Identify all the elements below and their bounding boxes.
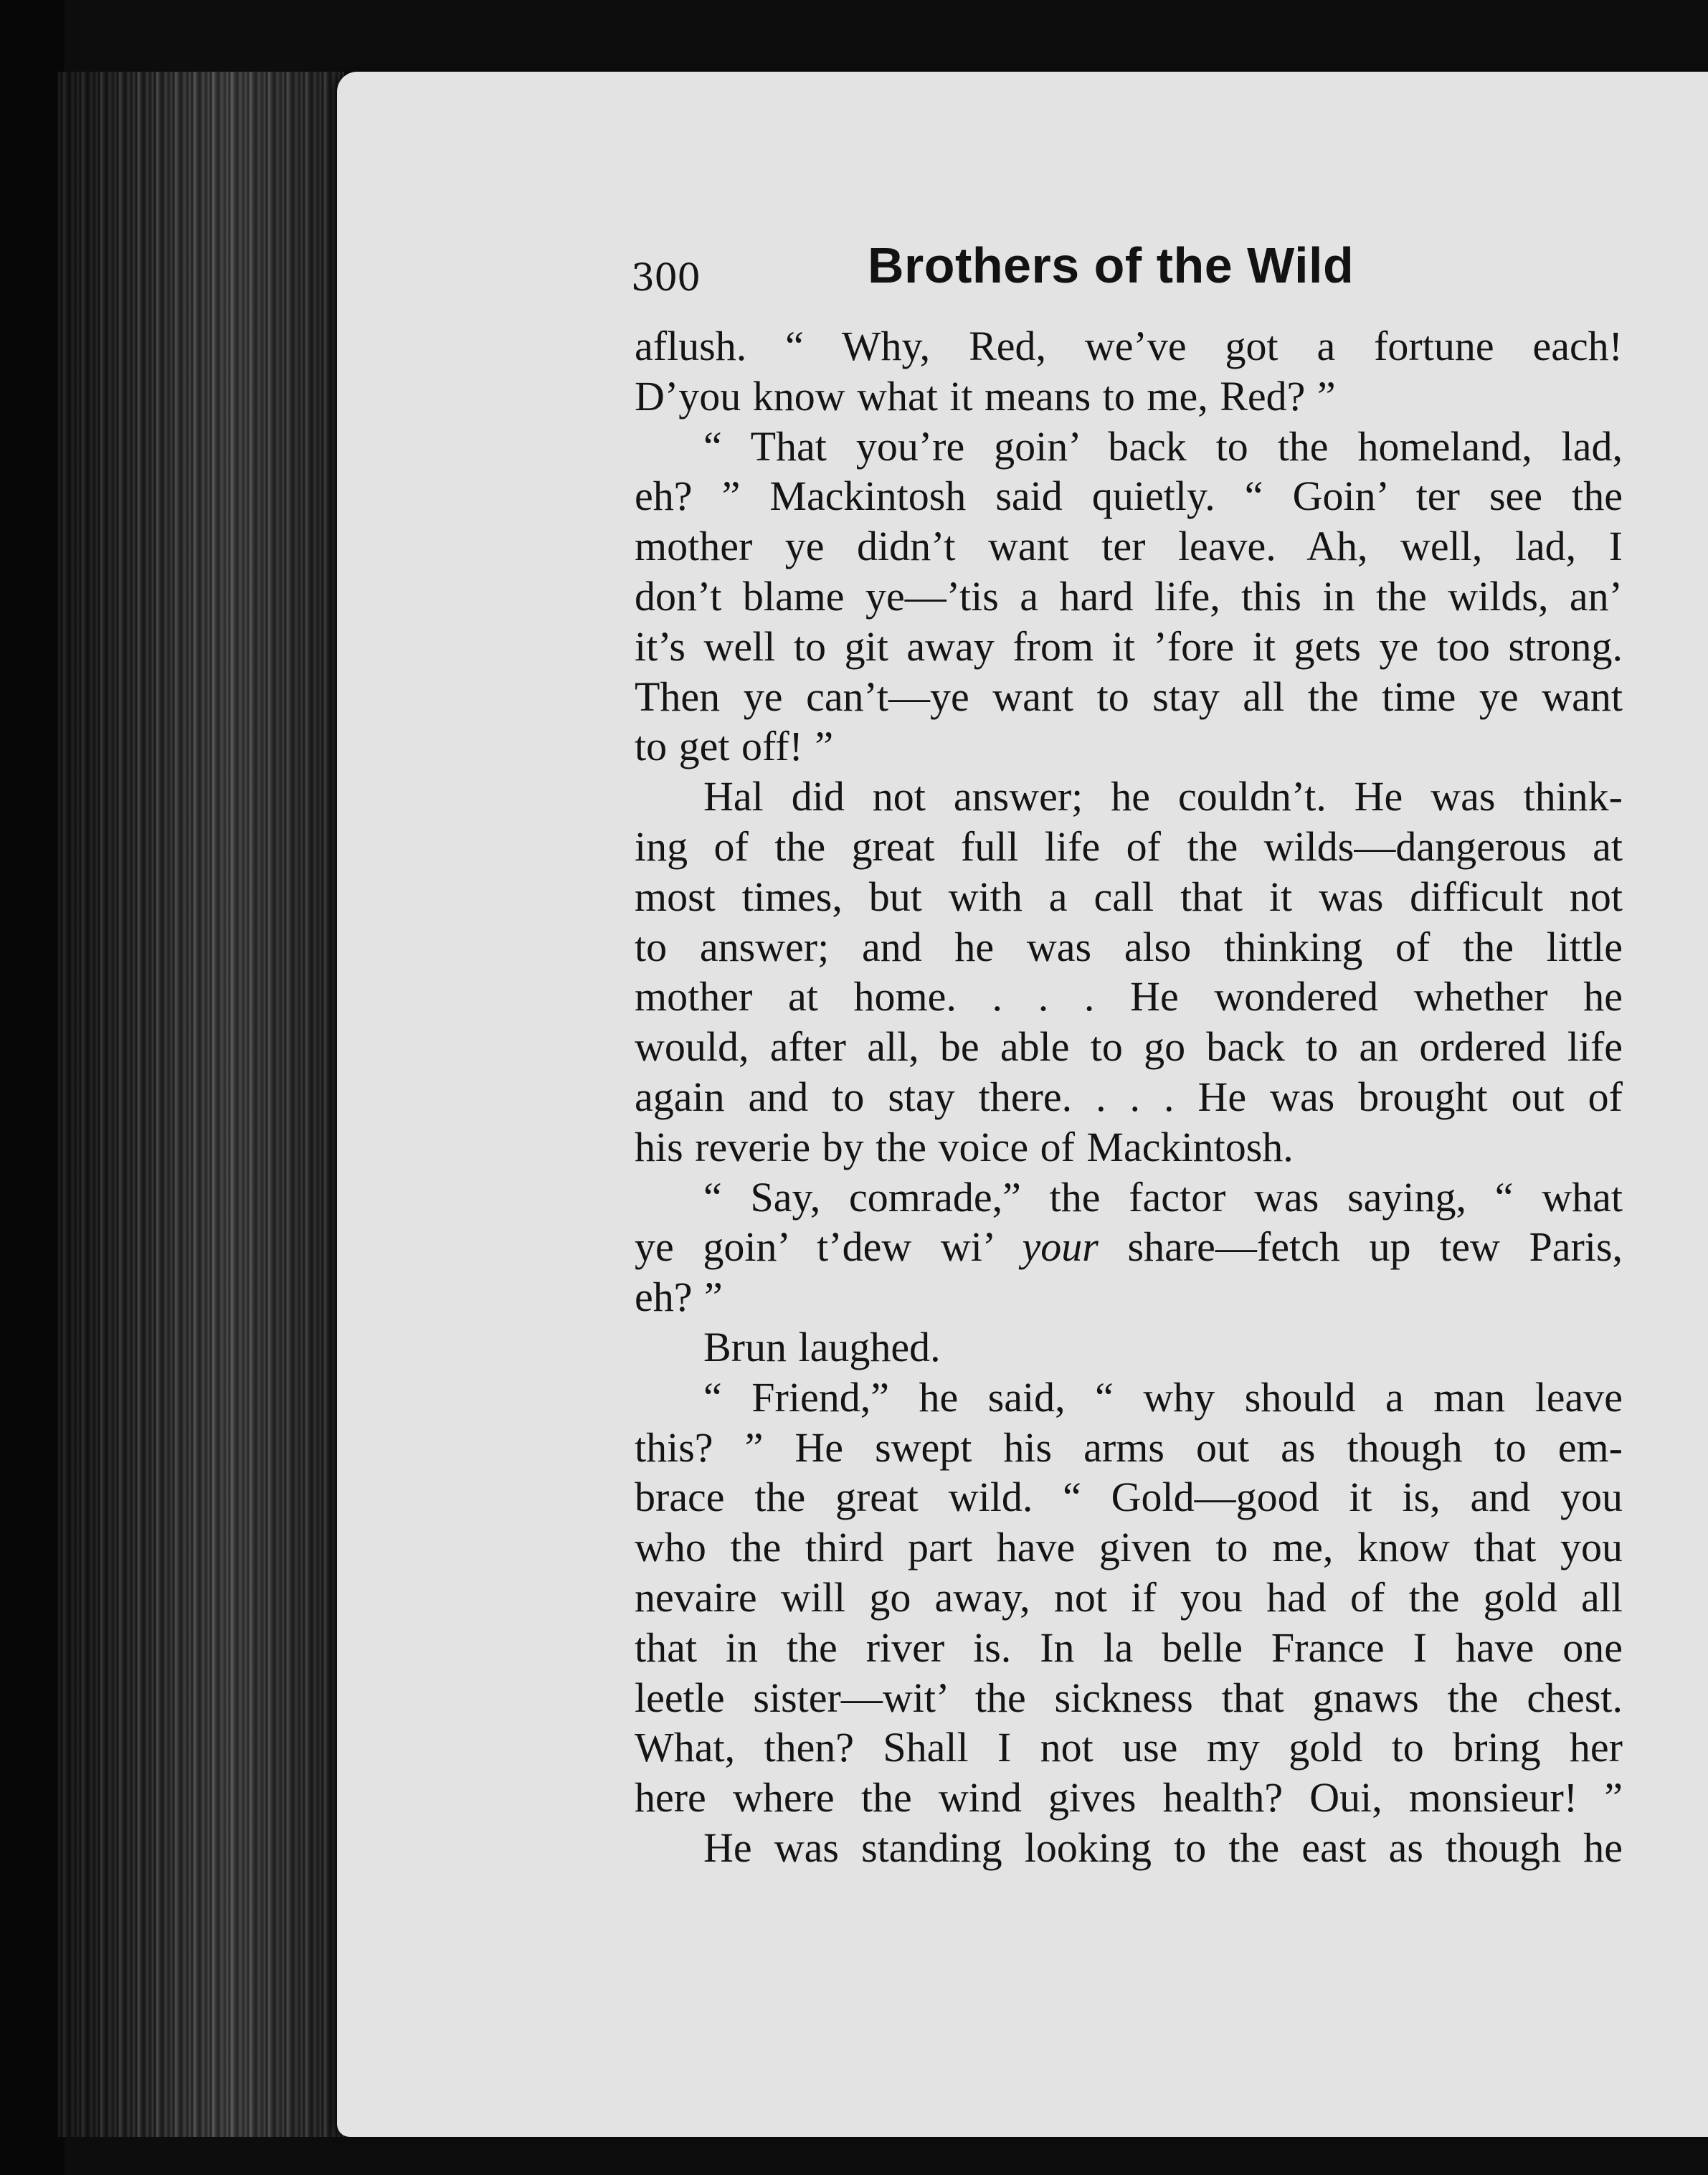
text-line: here where the wind gives health? Oui, monsieur! ”	[635, 1774, 1623, 1821]
text-line: Hal did not answer; he couldn’t. He was think-	[703, 773, 1623, 820]
text-line: He was standing looking to the east as though he	[703, 1824, 1623, 1871]
body-text	[635, 321, 1623, 1873]
text-line: leetle sister—wit’ the sickness that gnaws the chest.	[635, 1674, 1623, 1721]
text-line: mother at home. . . . He wondered whether he	[635, 973, 1623, 1020]
text-line: “ Say, comrade,” the factor was saying, “ what	[703, 1173, 1623, 1221]
text-line: again and to stay there. . . . He was brought out of	[635, 1073, 1623, 1120]
text-line: ing of the great full life of the wilds—dangerous at	[635, 823, 1623, 870]
text-line: mother ye didn’t want ter leave. Ah, well, lad, I	[635, 523, 1623, 570]
text-line: to answer; and he was also thinking of the little	[635, 923, 1623, 970]
text-line: Then ye can’t—ye want to stay all the time ye want	[635, 673, 1623, 720]
text-line: that in the river is. In la belle France I have one	[635, 1624, 1623, 1671]
text-line: most times, but with a call that it was difficult not	[635, 873, 1623, 920]
text-line: Brun laughed.	[703, 1323, 941, 1370]
text-line: who the third part have given to me, know that you	[635, 1524, 1623, 1571]
text-segment: ye goin’ t’dew wi’	[635, 1223, 993, 1271]
text-line: “ Friend,” he said, “ why should a man leave	[703, 1373, 1623, 1421]
text-line: it’s well to git away from it ’fore it gets ye too strong.	[635, 622, 1623, 670]
dark-background	[0, 0, 65, 2175]
text-line: “ That you’re goin’ back to the homeland, lad,	[703, 422, 1623, 470]
text-segment: share—fetch up tew Paris,	[1127, 1223, 1623, 1271]
text-line: What, then? Shall I not use my gold to bring her	[635, 1724, 1623, 1771]
text-line: eh? ” Mackintosh said quietly. “ Goin’ ter see the	[635, 473, 1623, 520]
italic-word: your	[1022, 1223, 1099, 1271]
text-line: brace the great wild. “ Gold—good it is, and you	[635, 1474, 1623, 1521]
page-title: Brothers of the Wild	[868, 237, 1354, 293]
running-head	[631, 237, 1621, 308]
book-edge-shading	[57, 72, 344, 2137]
text-line: don’t blame ye—’tis a hard life, this in the wilds, an’	[635, 572, 1623, 620]
text-line: this? ” He swept his arms out as though to em-	[635, 1423, 1623, 1471]
text-line: D’you know what it means to me, Red? ”	[635, 372, 1336, 420]
text-line: would, after all, be able to go back to an ordered life	[635, 1023, 1623, 1071]
text-line: his reverie by the voice of Mackintosh.	[635, 1123, 1294, 1170]
text-line: aflush. “ Why, Red, we’ve got a fortune each!	[635, 323, 1623, 369]
text-line: to get off! ”	[635, 723, 834, 770]
text-line: nevaire will go away, not if you had of the gold all	[635, 1573, 1623, 1621]
text-line: eh? ”	[635, 1274, 723, 1321]
page-number: 300	[631, 257, 701, 300]
text-line-mixed	[635, 1222, 1623, 1272]
